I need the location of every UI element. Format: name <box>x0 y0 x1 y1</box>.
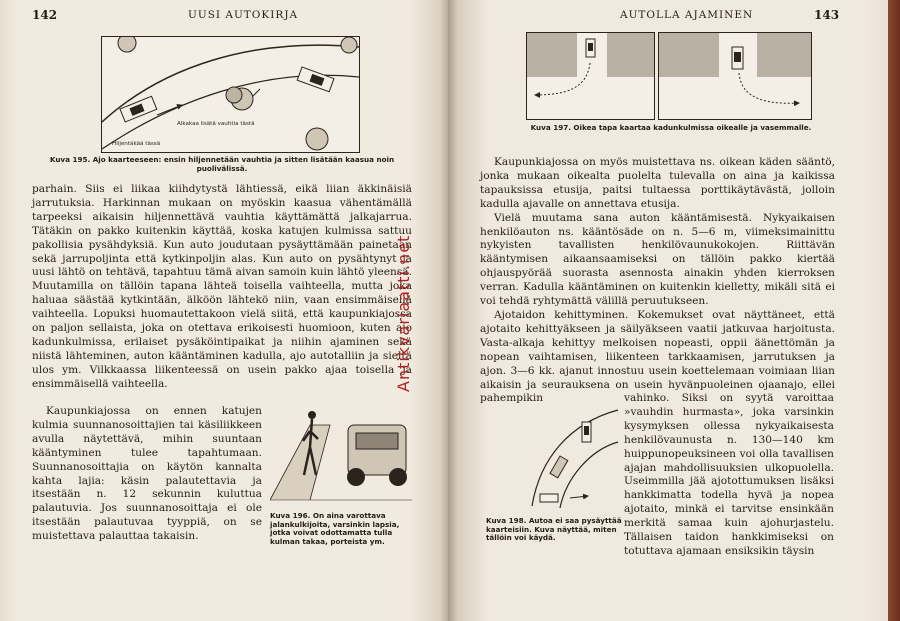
right-paragraph-3: Ajotaidon kehittyminen. Kokemukset ovat näyttäneet, että ajotaito kehittyäkseen ja säilyäkseen vaatii jatkuvaa harjoitusta. Vasta-alkaja kehittyy melkoisen nopeasti, oppii äänettömän ja nopean vaihtamisen, liikenteen tarkkaamisen, jarrutuksen ja ajon. 3—6 kk. ajanut innostuu usein koettelemaan voimiaan liian aikaisin ja seurauksena on usein hyvänpuoleinen ojaanajo, ellei pahempikin <box>480 308 835 405</box>
figure-198-drawing <box>530 408 620 510</box>
figure-197-left-turn <box>526 32 655 120</box>
figure-196-caption: Kuva 196. On aina varottava jalankulkijoita, varsinkin lapsia, jotka voivat odottamatta tulla kulman takaa, porteista ym. <box>270 511 400 546</box>
right-page <box>448 0 888 621</box>
figure-197-caption: Kuva 197. Oikea tapa kaartaa kadunkulmissa oikealle ja vasemmalle. <box>530 123 812 132</box>
figure-197-right-drawing <box>659 33 811 119</box>
left-page <box>0 0 448 621</box>
running-header-right: AUTOLLA AJAMINEN <box>620 9 754 21</box>
figure-195-caption: Kuva 195. Ajo kaarteeseen: ensin hiljennetään vauhtia ja sitten lisätään kaasua noin puolivälissä. <box>49 155 395 173</box>
left-body-text-float <box>32 405 262 544</box>
right-paragraph-1: Kaupunkiajossa on myös muistettava ns. oikean käden sääntö, jonka mukaan oikealta puolelta tulevalla on aina ja kaikissa tapauksissa etusija, paitsi tultaessa porttikäytävästä, jolloin kadulla ajavalle on annettava etusija. <box>480 156 835 210</box>
figure-198-caption: Kuva 198. Autoa ei saa pysäyttää kaarteisiin. Kuva näyttää, miten tällöin voi käydä. <box>486 516 622 543</box>
book-cover-edge <box>888 0 900 621</box>
right-body-text <box>480 156 835 406</box>
figure-195-label-bottom: Hiljentäkää tässä <box>112 141 161 147</box>
figure-197-right-turn <box>658 32 812 120</box>
right-paragraph-float: vahinko. Siksi on syytä varoittaa »vauhdin hurmasta», joka varsinkin kysymyksen ollessa nykyaikaisesta henkilövaunusta n. 130—140 km huippunopeuksineen voi olla tavallisen ajajan mahdollisuuksien ulkopuolella. Useimmilla jää ajotottumuksen lisäksi hankkimatta todella hyvä ja nopea ajotaito, minkä ei tarvitse ensinkään merkitä samaa kuin ajohurjastelu. Tällaisen taidon hankkimiseksi on totuttava ajamaan ensiksikin täysin <box>624 392 834 557</box>
figure-195-curve-driving <box>101 36 360 153</box>
page-number-left: 142 <box>32 8 58 22</box>
left-paragraph-1: parhain. Siis ei liikaa kiihdytystä lähtiessä, eikä liian äkkinäisiä jarrutuksia. Harkinnan mukaan on myöskin kaasua vähentämällä tarpeeksi aikaisin hiljennettävä vauhtia käyttämättä jalkajarrua. Tätäkin on pakko kuitenkin käyttää, koska katujen kulmissa sattuu pakollisia pysähdyksiä. Kun auto joudutaan pysäyttämään painetaan sekä jarrupoljinta että kytkinpoljin alas. Kun auto on pysähtynyt ja uusi lähtö on tehtävä, tapahtuu tämä aivan samoin kuin lähtö yleensä. Muutamilla on tällöin tapana lähteä toisella vaihteella, mutta joka haluaa säästää kytkintään, älköön lähtekö niin, vaan ensimmäisellä vaihteella. Lopuksi huomautettakoon vielä siitä, että kaupunkiajossa on paljon sellaista, joka on otettava erikoisesti huomioon, kuten ajo kadunkulmissa, erilaiset pysäköintipaikat ja niihin ajaminen sekä niistä lähteminen, auton kääntäminen kadulla, ajo autotalliin ja sieltä ulos ym. Vilkkaassa liikenteessä on usein pakko ajaa toisella ja ensimmäisellä vaihteella. <box>32 183 412 390</box>
figure-195-label-top: Alkakaa lisätä vauhtia tästä <box>177 121 255 127</box>
figure-195-drawing <box>102 37 359 152</box>
figure-197-left-drawing <box>527 33 654 119</box>
left-paragraph-2: Kaupunkiajossa on ennen katujen kulmia suunnanosoittajien tai käsiliikkeen avulla näytettävä, mihin suuntaan kääntyminen tulee tapahtumaan. Suunnanosoittajia on käytön kannalta kahta lajia: käsin palautettavia ja itsestään n. 12 sekunnin kuluttua palautuvia. Jos suunnanosoittaja ei ole itsestään palautuvaa tyyppiä, on se muistettava palauttaa takaisin. <box>32 405 262 543</box>
right-paragraph-2: Vielä muutama sana auton kääntämisestä. Nykyaikaisen henkilöauton ns. kääntösäde on n. 5—6 m, viimeksimainittu nykyisten tavallisten henkilövaunukokojen. Riittävän kääntymisen aikaansaamiseksi on tällöin pakko kiertää ohjauspyörää suorasta asennosta ainakin yhden kierroksen verran. Kadulla kääntäminen on kuitenkin kielletty, mikäli sitä ei voi tehdä ryhtymättä välillä peruutukseen. <box>480 211 835 308</box>
right-body-text-float <box>624 392 834 559</box>
figure-198-curve-stop <box>530 408 620 510</box>
watermark: Antikvariaatti.net <box>394 234 413 392</box>
page-number-right: 143 <box>814 8 840 22</box>
left-body-text <box>32 183 412 392</box>
running-header-left: UUSI AUTOKIRJA <box>188 9 299 21</box>
figure-196-pedestrian <box>270 405 412 505</box>
figure-196-drawing <box>270 405 412 505</box>
